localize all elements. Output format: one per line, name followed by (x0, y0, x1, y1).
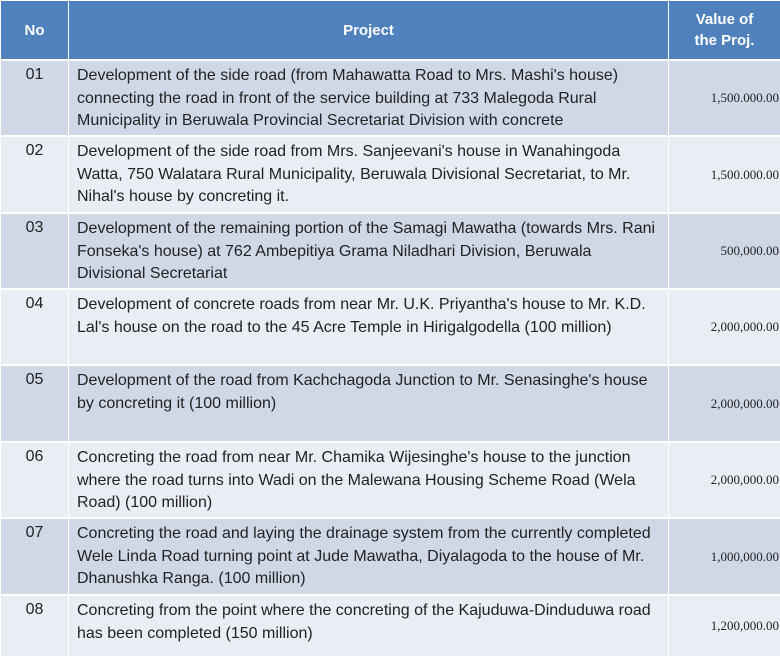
row-number: 08 (1, 595, 69, 657)
project-description: Development of the side road (from Mahawatta Road to Mrs. Mashi's house) connecting the road in front of the service building at 733 Malegoda Rural Municipality in Beruwala Provincial Secretariat Division with concrete (69, 60, 669, 136)
table-row (1, 365, 780, 442)
project-value: 1,500.000.00 (669, 60, 780, 136)
project-description: Concreting from the point where the concreting of the Kajuduwa-Dinduduwa road has been completed (150 million) (69, 595, 669, 657)
table-row (1, 595, 780, 657)
row-number: 01 (1, 60, 69, 136)
header-value-line1: Value of (695, 11, 754, 28)
row-number: 07 (1, 518, 69, 595)
project-description: Development of the side road from Mrs. Sanjeevani's house in Wanahingoda Watta, 750 Walatara Rural Municipality, Beruwala Divisional Secretariat, to Mr. Nihal's house by concreting it. (69, 136, 669, 213)
project-value: 2,000,000.00 (669, 365, 780, 442)
project-value: 1,000,000.00 (669, 518, 780, 595)
project-value: 2,000,000.00 (669, 289, 780, 365)
row-number: 04 (1, 289, 69, 365)
header-row (1, 1, 780, 61)
row-number: 05 (1, 365, 69, 442)
header-value-line2: the Proj. (694, 32, 755, 49)
project-description: Development of the road from Kachchagoda Junction to Mr. Senasinghe's house by concreting it (100 million) (69, 365, 669, 442)
table-row (1, 518, 780, 595)
row-number: 03 (1, 213, 69, 289)
project-description: Concreting the road from near Mr. Chamika Wijesinghe's house to the junction where the road turns into Wadi on the Malewana Housing Scheme Road (Wela Road) (100 million) (69, 442, 669, 518)
table-row (1, 213, 780, 289)
project-value: 1,200,000.00 (669, 595, 780, 657)
project-value: 1,500.000.00 (669, 136, 780, 213)
header-project: Project (69, 1, 669, 61)
header-value (669, 1, 780, 61)
project-description: Concreting the road and laying the drainage system from the currently completed Wele Linda Road turning point at Jude Mawatha, Diyalagoda to the house of Mr. Dhanushka Ranga. (100 million) (69, 518, 669, 595)
project-description: Development of concrete roads from near Mr. U.K. Priyantha's house to Mr. K.D. Lal's house on the road to the 45 Acre Temple in Hirigalgodella (100 million) (69, 289, 669, 365)
project-value: 500,000.00 (669, 213, 780, 289)
row-number: 06 (1, 442, 69, 518)
row-number: 02 (1, 136, 69, 213)
table-row (1, 442, 780, 518)
header-no: No (1, 1, 69, 61)
project-description: Development of the remaining portion of the Samagi Mawatha (towards Mrs. Rani Fonseka's house) at 762 Ambepitiya Grama Niladhari Division, Beruwala Divisional Secretariat (69, 213, 669, 289)
table-row (1, 289, 780, 365)
project-value: 2,000,000.00 (669, 442, 780, 518)
table-row (1, 60, 780, 136)
table-row (1, 136, 780, 213)
